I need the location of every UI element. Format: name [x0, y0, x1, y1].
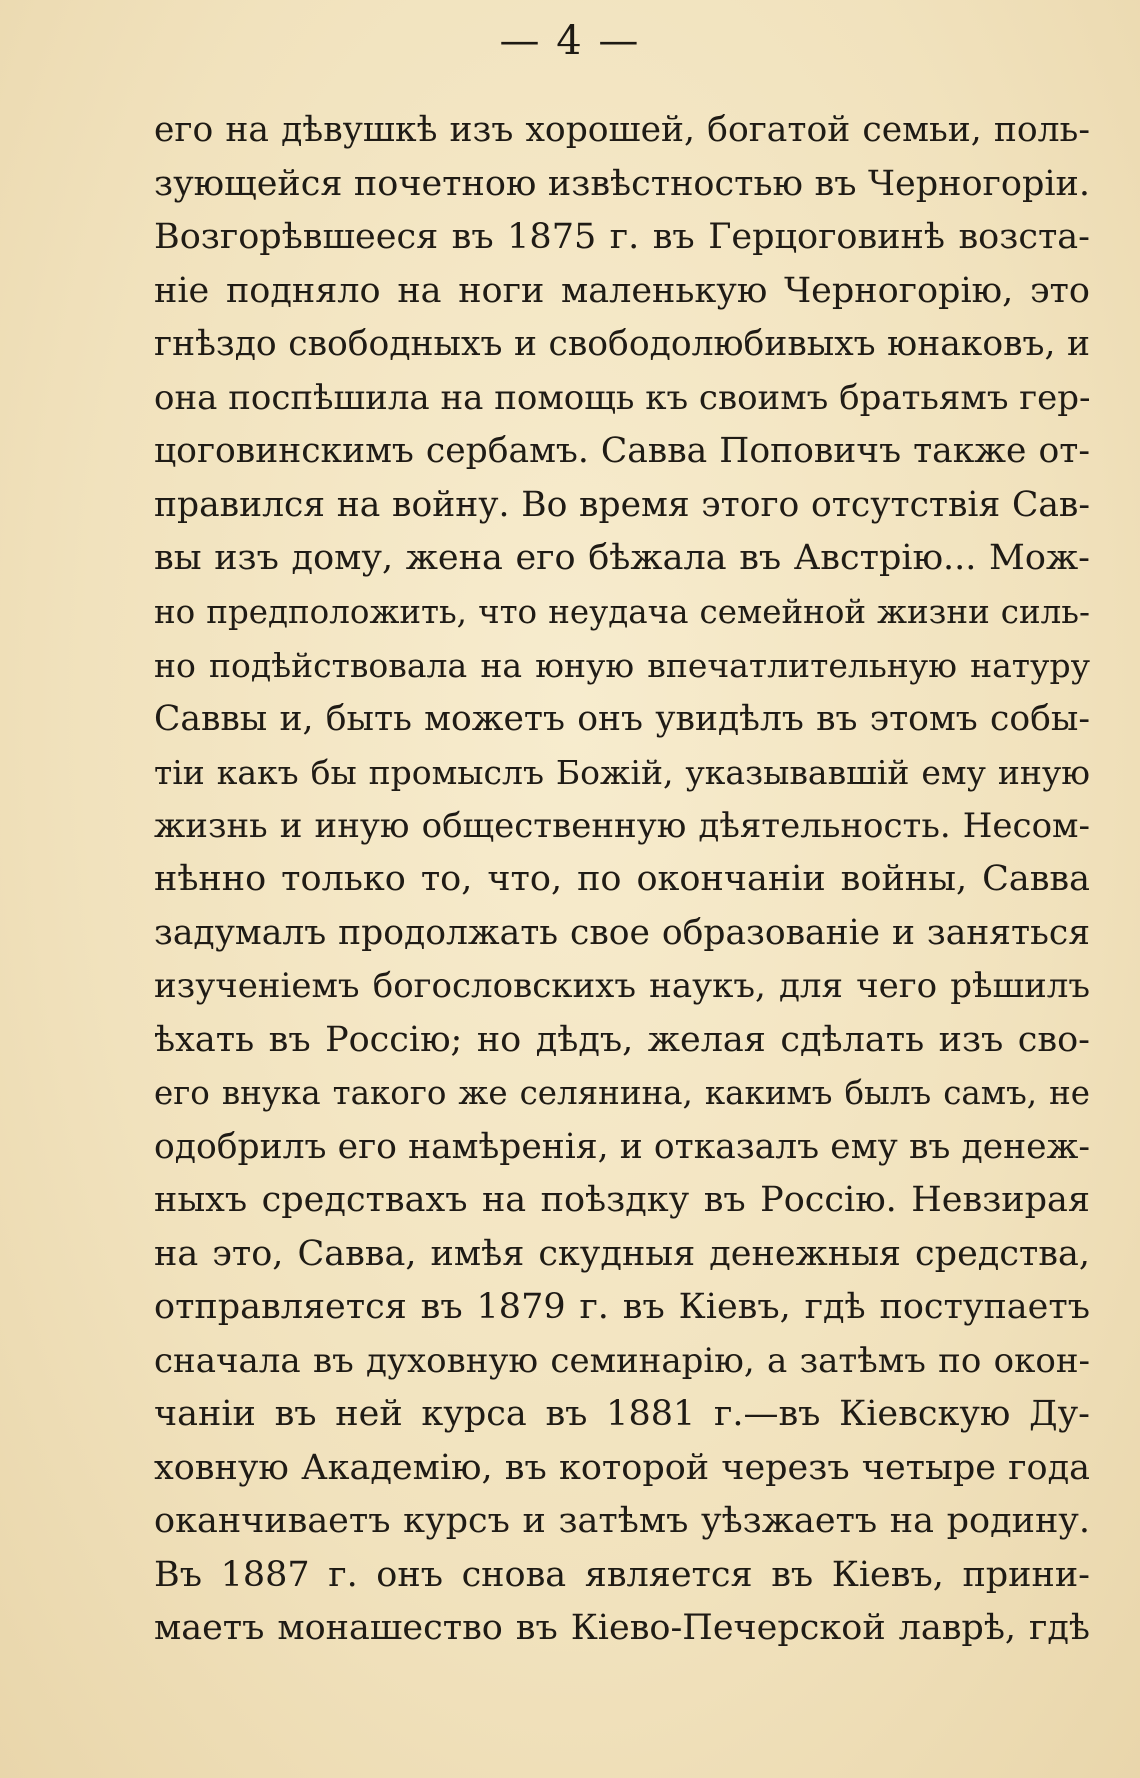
text-line: Возгорѣвшееся въ 1875 г. въ Герцоговинѣ возста- [154, 217, 1090, 257]
text-line: Саввы и, быть можетъ онъ увидѣлъ въ этомъ собы- [154, 698, 1090, 739]
text-line: нѣнно только то, что, по окончаніи войны, Савва [154, 859, 1090, 899]
text-line: его на дѣвушкѣ изъ хорошей, богатой семьи, поль- [154, 110, 1090, 150]
text-line: на это, Савва, имѣя скудныя денежныя средства, [154, 1233, 1090, 1274]
text-line: гнѣздо свободныхъ и свободолюбивыхъ юнаковъ, и [154, 324, 1090, 364]
text-line: цоговинскимъ сербамъ. Савва Поповичъ также от- [154, 431, 1090, 471]
text-line: задумалъ продолжать свое образованіе и заняться [154, 912, 1090, 953]
text-line: отправляется въ 1879 г. въ Кіевъ, гдѣ поступаетъ [154, 1287, 1090, 1327]
text-line: Въ 1887 г. онъ снова является въ Кіевъ, прини- [154, 1554, 1090, 1595]
text-line: жизнь и иную общественную дѣятельность. Несом- [154, 805, 1090, 846]
text-line: его внука такого же селянина, какимъ былъ самъ, не [154, 1074, 1090, 1112]
text-line: изученіемъ богословскихъ наукъ, для чего рѣшилъ [154, 966, 1090, 1006]
text-line: ѣхать въ Россію; но дѣдъ, желая сдѣлать изъ сво- [154, 1019, 1090, 1060]
text-line: маетъ монашество въ Кіево-Печерской лаврѣ, гдѣ [154, 1608, 1090, 1648]
text-line: вы изъ дому, жена его бѣжала въ Австрію... Мож- [154, 538, 1090, 578]
page-number: — 4 — [499, 18, 641, 64]
text-line: она поспѣшила на помощь къ своимъ братьямъ гер- [154, 377, 1090, 418]
text-line: зующейся почетною извѣстностью въ Черногоріи. [154, 163, 1090, 204]
body-text [154, 104, 1090, 1656]
text-line: ховную Академію, въ которой черезъ четыре года [154, 1447, 1090, 1488]
text-line: ніе подняло на ноги маленькую Черногорію, это [154, 270, 1090, 311]
text-line: одобрилъ его намѣренія, и отказалъ ему въ денеж- [154, 1126, 1090, 1167]
text-line: оканчиваетъ курсъ и затѣмъ уѣзжаетъ на родину. [154, 1501, 1090, 1541]
text-line: но подѣйствовала на юную впечатлительную натуру [154, 646, 1090, 685]
text-line: чаніи въ ней курса въ 1881 г.—въ Кіевскую Ду- [154, 1394, 1090, 1434]
text-line: тіи какъ бы промыслъ Божій, указывавшій ему иную [154, 753, 1090, 792]
text-line: правился на войну. Во время этого отсутствія Сав- [154, 484, 1090, 525]
text-line: но предположить, что неудача семейной жизни силь- [154, 592, 1090, 631]
text-line: сначала въ духовную семинарію, а затѣмъ по окон- [154, 1340, 1090, 1381]
text-line: ныхъ средствахъ на поѣздку въ Россію. Невзирая [154, 1180, 1090, 1220]
